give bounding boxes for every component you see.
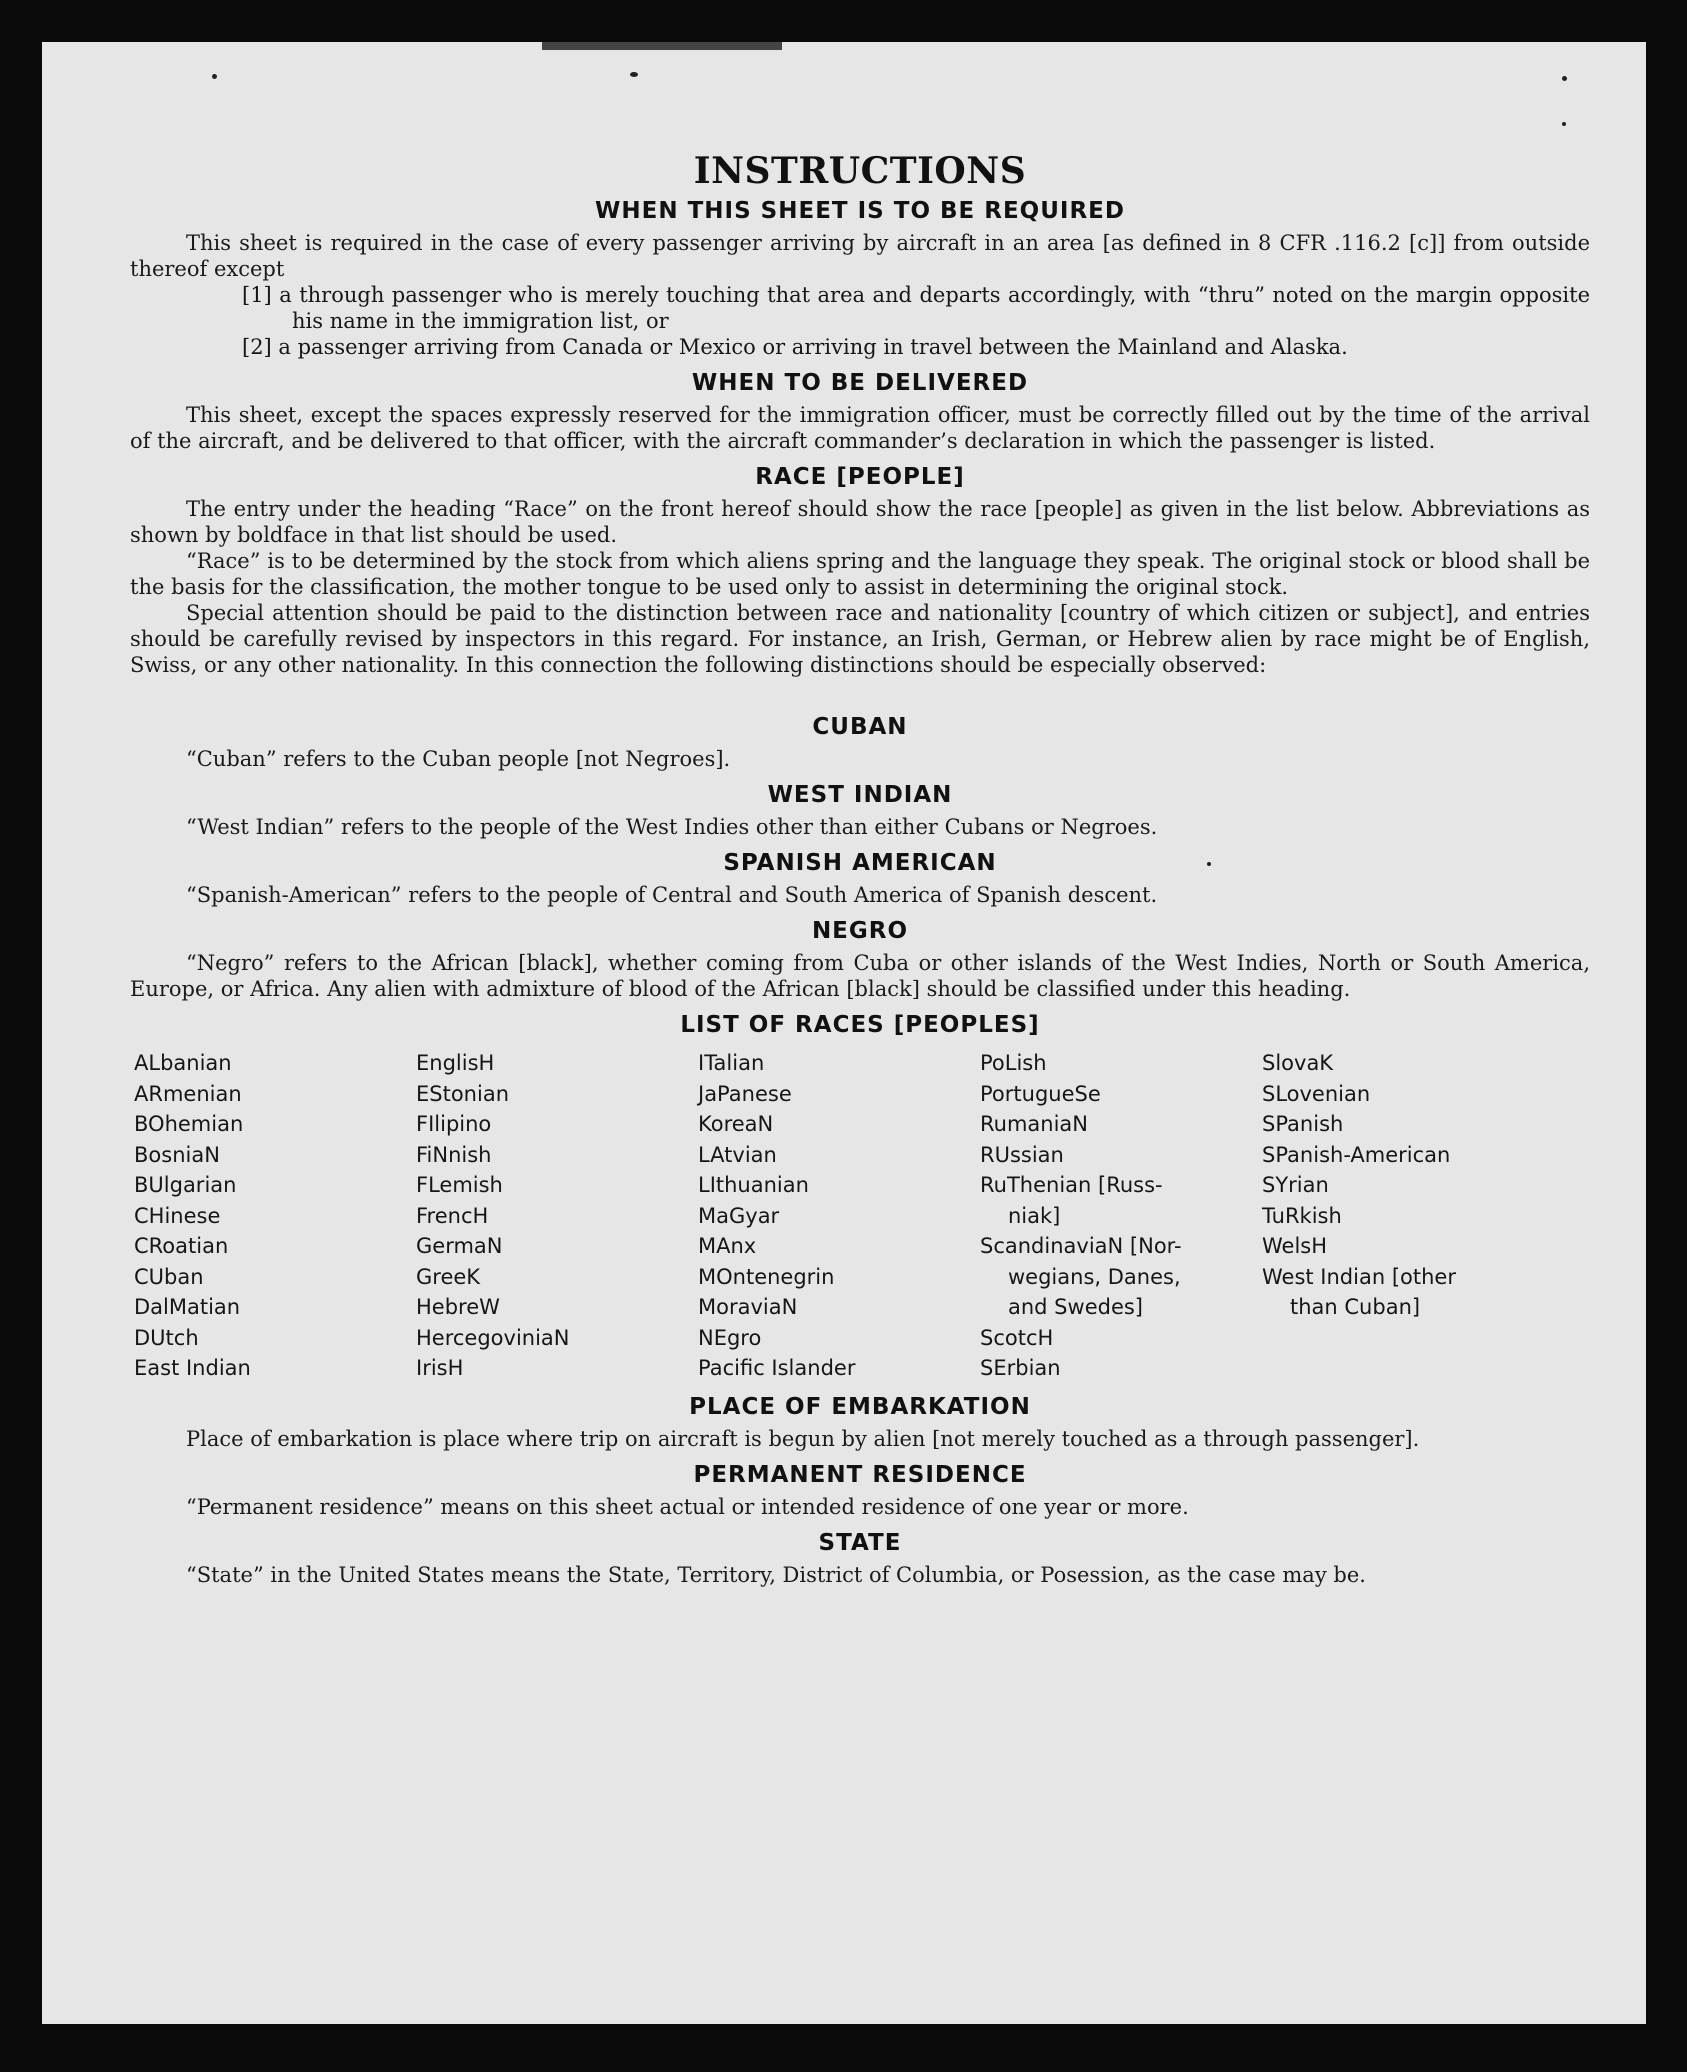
race-entry: ScotcH (980, 1325, 1054, 1350)
race-entry: RUssian (980, 1142, 1064, 1167)
race-entry: MAnx (698, 1234, 757, 1258)
heading-state: STATE (818, 1529, 902, 1556)
scan-speck (212, 74, 217, 79)
race-entry: MaGyar (698, 1203, 780, 1228)
race-paragraph-1: The entry under the heading “Race” on the front hereof should show the race [people] as given in the list below. Abbreviations as shown by boldface in that list should be used. (130, 497, 1590, 547)
when-required-intro: This sheet is required in the case of every passenger arriving by aircraft in an area [as defined in 8 CFR .116.2 [c]] from outside thereof except (130, 231, 1590, 281)
race-entry: LAtvian (698, 1142, 777, 1167)
heading-cuban: CUBAN (812, 714, 908, 740)
west-indian-text: “West Indian” refers to the people of the West Indies other than either Cubans or Negroes. (186, 815, 1158, 839)
race-entry: FIlipino (416, 1112, 492, 1136)
permanent-residence-text: “Permanent residence” means on this sheet actual or intended residence of one year or more. (186, 1494, 1189, 1519)
race-column-3 (698, 1048, 980, 1384)
page-title: INSTRUCTIONS (693, 150, 1027, 192)
heading-when-required: WHEN THIS SHEET IS TO BE REQUIRED (595, 198, 1125, 224)
race-entry: SPanish-American (1262, 1142, 1451, 1167)
race-entry: JaPanese (698, 1081, 792, 1106)
race-entry: SYrian (1262, 1173, 1329, 1197)
race-paragraph-2: “Race” is to be determined by the stock from which aliens spring and the language they speak. The original stock or blood shall be the basis for the classification, the mother tongue to be used only to assist in determining the original stock. (130, 549, 1590, 599)
race-entry: DUtch (134, 1325, 199, 1350)
race-entry: NEgro (698, 1325, 762, 1350)
heading-embarkation: PLACE OF EMBARKATION (689, 1393, 1031, 1420)
race-entry: CRoatian (134, 1234, 229, 1258)
heading-spanish-american: SPANISH AMERICAN (723, 850, 997, 876)
race-entry: GermaN (416, 1234, 503, 1258)
race-entry: PortugueSe (980, 1081, 1101, 1106)
race-entry: CHinese (134, 1203, 221, 1228)
exception-item-1: [1] a through passenger who is merely touching that area and departs accordingly, with “thru” noted on the margin opposite his name in the immigration list, or (242, 283, 1590, 333)
race-entry-continuation: than Cuban] (1290, 1295, 1421, 1319)
race-entry: East Indian (134, 1356, 251, 1380)
race-entry: PoLish (980, 1051, 1047, 1075)
race-entry: FrencH (416, 1203, 489, 1228)
race-entry: ScandinaviaN [Nor- (980, 1234, 1182, 1258)
heading-race: RACE [PEOPLE] (755, 464, 965, 490)
race-entry: BUlgarian (134, 1173, 237, 1197)
race-entry: ARmenian (134, 1081, 242, 1106)
race-entry: SlovaK (1262, 1051, 1334, 1075)
race-entry: IrisH (416, 1356, 464, 1380)
spanish-american-text: “Spanish-American” refers to the people of Central and South America of Spanish descent. (186, 883, 1158, 907)
scan-speck (630, 72, 638, 77)
race-entry-continuation: and Swedes] (1008, 1295, 1143, 1319)
race-entry: ALbanian (134, 1051, 232, 1075)
race-entry: SPanish (1262, 1112, 1344, 1136)
heading-negro: NEGRO (811, 918, 909, 944)
race-entry: WelsH (1262, 1234, 1328, 1258)
race-entry: MoraviaN (698, 1295, 798, 1319)
state-text: “State” in the United States means the State, Territory, District of Columbia, or Posession, as the case may be. (186, 1562, 1366, 1587)
embarkation-text: Place of embarkation is place where trip on aircraft is begun by alien [not merely touched as a through passenger]. (186, 1426, 1420, 1451)
race-entry: LIthuanian (698, 1173, 809, 1197)
race-entry: DalMatian (134, 1295, 241, 1319)
race-entry: KoreaN (698, 1112, 774, 1136)
race-entry: FLemish (416, 1173, 503, 1197)
race-entry-continuation: niak] (1008, 1203, 1061, 1228)
when-delivered-text: This sheet, except the spaces expressly reserved for the immigration officer, must be correctly filled out by the time of the arrival of the aircraft, and be delivered to that officer, with the aircraft commander’s declaration in which the passenger is listed. (130, 403, 1590, 453)
race-entry: TuRkish (1262, 1203, 1342, 1228)
race-column-2 (416, 1048, 698, 1384)
race-paragraph-3: Special attention should be paid to the distinction between race and nationality [country of which citizen or subject], and entries should be carefully revised by inspectors in this regard. For instance, an Irish, German, or Hebrew alien by race might be of English, Swiss, or any other nationality. In this connection the following distinctions should be especially observed: (130, 601, 1590, 677)
scan-mark (542, 42, 782, 50)
heading-list-of-races: LIST OF RACES [PEOPLES] (680, 1012, 1040, 1038)
race-entry-continuation: wegians, Danes, (1008, 1264, 1181, 1289)
exception-item-2: [2] a passenger arriving from Canada or Mexico or arriving in travel between the Mainland and Alaska. (242, 335, 1348, 359)
heading-permanent-residence: PERMANENT RESIDENCE (693, 1461, 1027, 1488)
race-entry: HebreW (416, 1295, 500, 1319)
race-entry: Pacific Islander (698, 1356, 856, 1380)
race-entry: EnglisH (416, 1051, 495, 1075)
race-list (134, 1048, 1590, 1384)
race-entry: EStonian (416, 1081, 510, 1106)
race-column-5 (1262, 1048, 1544, 1384)
document-page (42, 42, 1646, 2024)
scan-speck (1562, 76, 1567, 81)
race-entry: FiNnish (416, 1142, 492, 1167)
race-entry: BosniaN (134, 1142, 220, 1167)
race-entry: CUban (134, 1264, 204, 1289)
race-entry: West Indian [other (1262, 1264, 1456, 1289)
scan-speck (1562, 122, 1566, 126)
race-entry: GreeK (416, 1264, 481, 1289)
race-entry: SErbian (980, 1356, 1061, 1380)
heading-when-delivered: WHEN TO BE DELIVERED (691, 370, 1029, 396)
heading-west-indian: WEST INDIAN (767, 782, 953, 808)
race-entry: RumaniaN (980, 1112, 1089, 1136)
cuban-text: “Cuban” refers to the Cuban people [not Negroes]. (186, 747, 731, 771)
race-column-1 (134, 1048, 416, 1384)
race-entry: MOntenegrin (698, 1264, 835, 1289)
race-entry: RuThenian [Russ- (980, 1173, 1163, 1197)
negro-text: “Negro” refers to the African [black], whether coming from Cuba or other islands of the West Indies, North or South America, Europe, or Africa. Any alien with admixture of blood of the African [black] should be classified under this heading. (130, 951, 1590, 1001)
race-entry: HercegoviniaN (416, 1325, 570, 1350)
race-entry: ITalian (698, 1051, 765, 1075)
race-column-4 (980, 1048, 1262, 1384)
instructions-content (130, 150, 1590, 1588)
race-entry: BOhemian (134, 1112, 244, 1136)
race-entry: SLovenian (1262, 1081, 1371, 1106)
